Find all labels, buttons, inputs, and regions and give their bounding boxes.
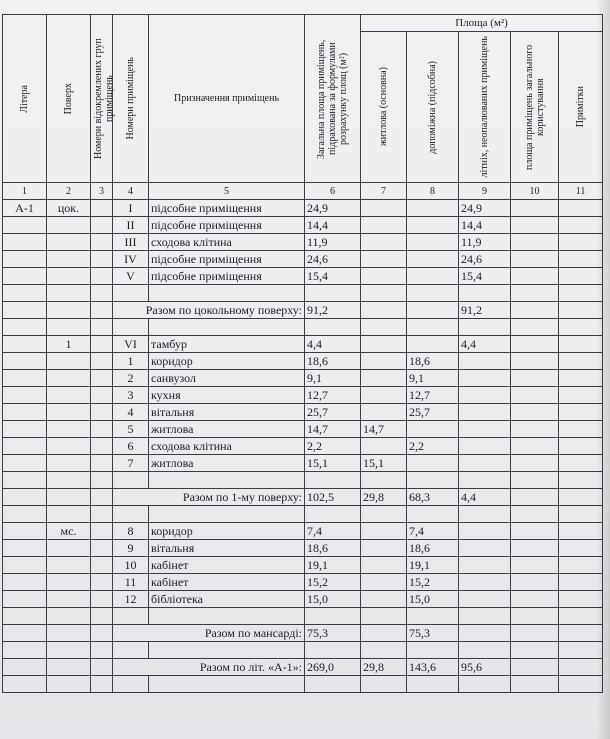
aux-area-cell: 68,3	[407, 489, 459, 506]
purpose-cell: сходова клітина	[149, 234, 305, 251]
column-number: 9	[459, 183, 511, 200]
aux-area-cell: 25,7	[407, 404, 459, 421]
spacer-row	[3, 676, 603, 693]
room-number-cell: 12	[113, 591, 149, 608]
summer-area-cell: 24,9	[459, 200, 511, 217]
column-number: 6	[305, 183, 361, 200]
purpose-cell: підсобне приміщення	[149, 268, 305, 285]
table-row	[3, 268, 603, 285]
living-area-cell	[361, 370, 407, 387]
floor-cell: цок.	[47, 200, 91, 217]
aux-area-cell	[407, 421, 459, 438]
common-area-cell	[511, 200, 559, 217]
table-row	[3, 387, 603, 404]
col-header-common: площа приміщень загального користування	[511, 32, 559, 183]
purpose-cell: житлова	[149, 455, 305, 472]
living-area-cell	[361, 353, 407, 370]
col-header-auxiliary: допоміжна (підсобна)	[407, 32, 459, 183]
total-area-cell: 7,4	[305, 523, 361, 540]
room-number-cell: 10	[113, 557, 149, 574]
table-row	[3, 251, 603, 268]
purpose-cell: кабінет	[149, 574, 305, 591]
total-area-cell: 15,1	[305, 455, 361, 472]
col-header-purpose: Призначення приміщень	[149, 15, 305, 183]
aux-area-cell: 15,0	[407, 591, 459, 608]
page-edge-shadow	[596, 0, 610, 739]
column-number: 4	[113, 183, 149, 200]
aux-area-cell: 75,3	[407, 625, 459, 642]
room-number-cell: VI	[113, 336, 149, 353]
aux-area-cell: 7,4	[407, 523, 459, 540]
purpose-cell: підсобне приміщення	[149, 251, 305, 268]
subtotal-label: Разом по 1-му поверху:	[113, 489, 305, 506]
column-number: 1	[3, 183, 47, 200]
purpose-cell: санвузол	[149, 370, 305, 387]
spacer-row	[3, 608, 603, 625]
aux-area-cell: 18,6	[407, 540, 459, 557]
total-area-cell: 2,2	[305, 438, 361, 455]
living-area-cell	[361, 387, 407, 404]
total-area-cell: 91,2	[305, 302, 361, 319]
purpose-cell: кухня	[149, 387, 305, 404]
header-row-top	[3, 15, 603, 32]
purpose-cell: коридор	[149, 523, 305, 540]
table-row	[3, 217, 603, 234]
living-area-cell: 15,1	[361, 455, 407, 472]
group-cell	[91, 200, 113, 217]
total-area-cell: 24,6	[305, 251, 361, 268]
total-area-cell: 14,4	[305, 217, 361, 234]
living-area-cell	[361, 404, 407, 421]
room-number-cell: IV	[113, 251, 149, 268]
total-area-cell: 15,4	[305, 268, 361, 285]
col-header-room-numbers: Номери приміщень	[113, 15, 149, 183]
column-number: 8	[407, 183, 459, 200]
column-number: 3	[91, 183, 113, 200]
room-number-cell: V	[113, 268, 149, 285]
purpose-cell: бібліотека	[149, 591, 305, 608]
floor-cell: мс.	[47, 523, 91, 540]
room-number-cell: 5	[113, 421, 149, 438]
aux-area-cell: 9,1	[407, 370, 459, 387]
room-number-cell: 11	[113, 574, 149, 591]
total-area-cell: 15,0	[305, 591, 361, 608]
room-number-cell: I	[113, 200, 149, 217]
table-row	[3, 200, 603, 217]
subtotal-label: Разом по цокольному поверху:	[113, 302, 305, 319]
spacer-row	[3, 642, 603, 659]
aux-area-cell: 15,2	[407, 574, 459, 591]
total-area-cell: 12,7	[305, 387, 361, 404]
room-number-cell: 8	[113, 523, 149, 540]
total-area-cell: 102,5	[305, 489, 361, 506]
living-area-cell	[361, 200, 407, 217]
total-area-cell: 15,2	[305, 574, 361, 591]
spacer-row	[3, 285, 603, 302]
column-number: 7	[361, 183, 407, 200]
table-row	[3, 353, 603, 370]
aux-area-cell: 19,1	[407, 557, 459, 574]
col-header-living: житлова (основна)	[361, 32, 407, 183]
column-number-row	[3, 183, 603, 200]
room-number-cell: 4	[113, 404, 149, 421]
column-number: 11	[559, 183, 603, 200]
subtotal-row	[3, 302, 603, 319]
summer-area-cell: 24,6	[459, 251, 511, 268]
litera-cell: А-1	[3, 200, 47, 217]
area-group-header: Площа (м²)	[361, 15, 603, 32]
spacer-row	[3, 506, 603, 523]
total-area-cell: 18,6	[305, 540, 361, 557]
aux-area-cell: 143,6	[407, 659, 459, 676]
floor-cell: 1	[47, 336, 91, 353]
aux-area-cell: 2,2	[407, 438, 459, 455]
room-number-cell: III	[113, 234, 149, 251]
table-row	[3, 591, 603, 608]
spacer-row	[3, 319, 603, 336]
spacer-row	[3, 472, 603, 489]
purpose-cell: вітальня	[149, 404, 305, 421]
total-area-cell: 19,1	[305, 557, 361, 574]
purpose-cell: вітальня	[149, 540, 305, 557]
total-area-cell: 269,0	[305, 659, 361, 676]
col-header-group-numbers: Номери відокремлених груп приміщень	[91, 15, 113, 183]
living-area-cell	[361, 438, 407, 455]
room-number-cell: 3	[113, 387, 149, 404]
summer-area-cell: 95,6	[459, 659, 511, 676]
summer-area-cell: 91,2	[459, 302, 511, 319]
table-row	[3, 336, 603, 353]
aux-area-cell: 18,6	[407, 353, 459, 370]
room-number-cell: 9	[113, 540, 149, 557]
table-row	[3, 438, 603, 455]
table-row	[3, 557, 603, 574]
table-row	[3, 234, 603, 251]
summer-area-cell: 11,9	[459, 234, 511, 251]
table-row	[3, 574, 603, 591]
subtotal-row	[3, 625, 603, 642]
table-row	[3, 370, 603, 387]
purpose-cell: кабінет	[149, 557, 305, 574]
column-number: 2	[47, 183, 91, 200]
total-area-cell: 25,7	[305, 404, 361, 421]
aux-area-cell	[407, 200, 459, 217]
living-area-cell: 29,8	[361, 489, 407, 506]
grand-total-label: Разом по літ. «А-1»:	[113, 659, 305, 676]
living-area-cell: 14,7	[361, 421, 407, 438]
room-number-cell: 2	[113, 370, 149, 387]
summer-area-cell: 4,4	[459, 336, 511, 353]
living-area-cell: 29,8	[361, 659, 407, 676]
table-row	[3, 540, 603, 557]
total-area-cell: 11,9	[305, 234, 361, 251]
col-header-summer: літніх, неопалюваних приміщень	[459, 32, 511, 183]
col-header-total-area: Загальна площа приміщень, підрахована за формулами розрахунку площ (м²)	[305, 15, 361, 183]
purpose-cell: підсобне приміщення	[149, 217, 305, 234]
table-row	[3, 404, 603, 421]
aux-area-cell	[407, 455, 459, 472]
purpose-cell: сходова клітина	[149, 438, 305, 455]
col-header-floor: Поверх	[47, 15, 91, 183]
total-area-cell: 24,9	[305, 200, 361, 217]
total-area-cell: 18,6	[305, 353, 361, 370]
table-row	[3, 421, 603, 438]
total-area-cell: 9,1	[305, 370, 361, 387]
col-header-notes: Примітки	[559, 32, 603, 183]
column-number: 10	[511, 183, 559, 200]
subtotal-label: Разом по мансарді:	[113, 625, 305, 642]
room-number-cell: 6	[113, 438, 149, 455]
grand-total-row	[3, 659, 603, 676]
premises-register-table	[2, 14, 603, 693]
purpose-cell: тамбур	[149, 336, 305, 353]
purpose-cell: коридор	[149, 353, 305, 370]
summer-area-cell: 4,4	[459, 489, 511, 506]
summer-area-cell: 14,4	[459, 217, 511, 234]
table-row	[3, 523, 603, 540]
total-area-cell: 75,3	[305, 625, 361, 642]
purpose-cell: житлова	[149, 421, 305, 438]
aux-area-cell: 12,7	[407, 387, 459, 404]
col-header-litera: Літера	[3, 15, 47, 183]
room-number-cell: II	[113, 217, 149, 234]
purpose-cell: підсобне приміщення	[149, 200, 305, 217]
total-area-cell: 4,4	[305, 336, 361, 353]
table-row	[3, 455, 603, 472]
room-number-cell: 7	[113, 455, 149, 472]
summer-area-cell: 15,4	[459, 268, 511, 285]
room-number-cell: 1	[113, 353, 149, 370]
column-number: 5	[149, 183, 305, 200]
subtotal-row	[3, 489, 603, 506]
total-area-cell: 14,7	[305, 421, 361, 438]
